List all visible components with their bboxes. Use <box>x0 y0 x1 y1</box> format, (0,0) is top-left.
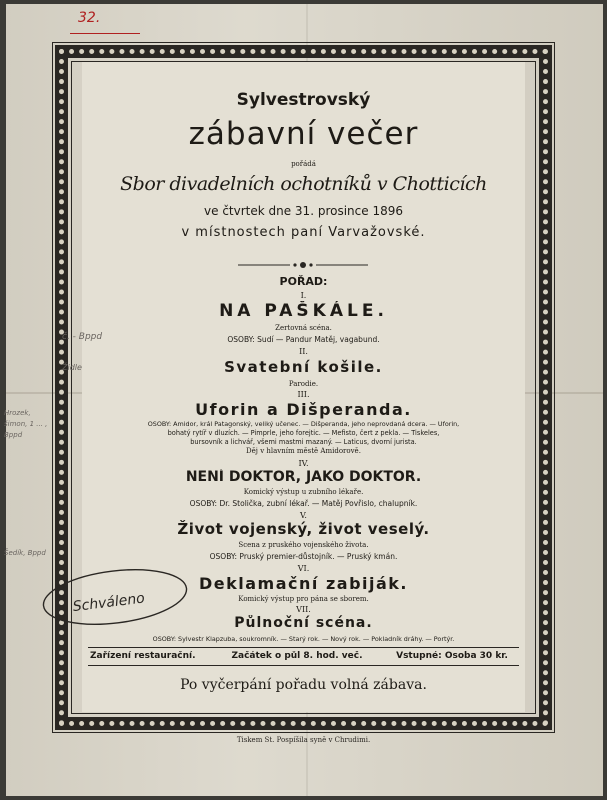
item-2-title: Svatební košile. <box>224 358 383 376</box>
item-6-numeral: VI. <box>297 564 310 573</box>
item-4-subtitle: Komický výstup u zubního lékaře. <box>243 488 364 496</box>
item-4-cast: OSOBY: Dr. Stolička, zubní lékař. — Matěj Povřislo, chalupník. <box>189 499 418 508</box>
item-4-title: NENÍ DOKTOR, JAKO DOKTOR. <box>185 469 422 485</box>
item-3-cast-line: bursovník a lichvář, všemi mastmi mazaný. — Laticus, dvorní jurista. <box>190 438 417 446</box>
item-1-title: NA PAŠKÁLE. <box>219 301 388 321</box>
item-5-cast: OSOBY: Pruský premier-důstojník. — Pruský kmán. <box>209 552 398 561</box>
program-heading: POŘAD: <box>279 275 328 288</box>
event-title-line2: zábavní večer <box>188 116 419 152</box>
stamp-text: Schváleno <box>71 590 146 616</box>
item-2-numeral: II. <box>299 347 308 356</box>
item-3-cast-line: bohatý rytíř v dluzích. — Pimprle, jeho forejtic. — Mefisto, čert z pekla. — Tiskeles, <box>167 429 440 437</box>
organized-by: pořádá <box>291 160 316 168</box>
item-3-cast-line: OSOBY: Amidor, král Patagonský, veliký učenec. — Dišperanda, jeho neprovdaná dcera. — Uforin, <box>147 420 460 428</box>
organizer-name: Sbor divadelních ochotníků v Chotticích <box>120 173 487 195</box>
item-1-cast: OSOBY: Sudí — Pandur Matěj, vagabund. <box>227 335 380 344</box>
divider-ornament <box>238 259 368 271</box>
handwritten-note: Šedík, Bppd <box>4 549 46 557</box>
info-restaurant: Zařízení restaurační. <box>90 651 196 661</box>
handwritten-note: Hrozek, šimon, 1 ... , Bppd <box>4 409 48 439</box>
item-1-numeral: I. <box>300 291 307 300</box>
closing-line: Po vyčerpání pořadu volná zábava. <box>180 677 427 693</box>
info-admission: Vstupné: Osoba 30 kr. <box>396 651 508 661</box>
item-3-title: Uforin a Dišperanda. <box>195 400 412 419</box>
info-bar-rule-top <box>88 647 519 648</box>
info-bar-rule-bottom <box>88 665 519 666</box>
event-venue: v místnostech paní Varvažovské. <box>181 225 426 240</box>
item-1-subtitle: Žertovná scéna. <box>275 324 332 332</box>
item-5-subtitle: Scena z pruského vojenského života. <box>238 541 369 549</box>
item-7-title: Půlnoční scéna. <box>234 615 373 631</box>
item-2-subtitle: Parodie. <box>288 380 319 388</box>
item-4-numeral: IV. <box>298 459 309 468</box>
printer-credit: Tiskem St. Pospíšila syně v Chrudimi. <box>236 736 371 744</box>
approval-stamp <box>40 566 190 628</box>
item-3-numeral: III. <box>297 390 310 399</box>
item-7-cast: OSOBY: Sylvestr Klapzuba, soukromník. — Starý rok. — Nový rok. — Pokladník dráhy. — Portýr. <box>152 635 455 643</box>
event-date: ve čtvrtek dne 31. prosince 1896 <box>204 204 403 218</box>
event-title-line1: Sylvestrovský <box>236 90 371 110</box>
item-7-numeral: VII. <box>296 605 311 614</box>
item-5-title: Život vojenský, život veselý. <box>177 520 430 538</box>
item-6-title: Deklamační zabiják. <box>199 574 408 593</box>
item-5-numeral: V. <box>300 511 307 520</box>
archive-number-underline <box>70 33 140 34</box>
info-start-time: Začátek o půl 8. hod. več. <box>231 651 363 661</box>
item-6-subtitle: Komický výstup pro pána se sborem. <box>238 595 369 603</box>
handwritten-note: Židle <box>62 363 82 372</box>
item-3-setting: Děj v hlavním městě Amidorově. <box>246 447 361 455</box>
handwritten-note: č. - Bppd <box>62 332 103 342</box>
archive-number: 32. <box>78 10 101 26</box>
